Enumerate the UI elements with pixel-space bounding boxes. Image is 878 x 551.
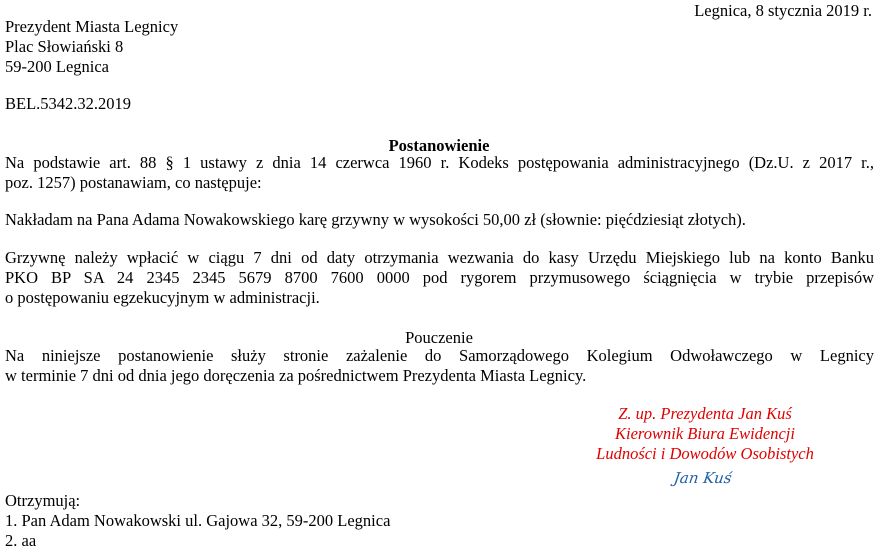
recipients-block: [5, 491, 390, 551]
signature-line3: Ludności i Dowodów Osobistych: [596, 444, 814, 463]
decision-title: Postanowienie: [388, 136, 490, 155]
sender-block: [5, 17, 178, 77]
recipient-item: 1. Pan Adam Nowakowski ul. Gajowa 32, 59-200 Legnica: [5, 511, 391, 530]
payment-line1: Grzywnę należy wpłacić w ciągu 7 dni od daty otrzymania wezwania do kasy Urzędu Miejskiego lub na konto Banku: [5, 248, 874, 267]
recipients-label: Otrzymują:: [5, 491, 81, 510]
fine-statement: Nakładam na Pana Adama Nowakowskiego karę grzywny w wysokości 50,00 zł (słownie: pięćdziesiąt złotych).: [5, 210, 746, 229]
place-date: Legnica, 8 stycznia 2019 r.: [694, 1, 872, 20]
payment-line3: o postępowaniu egzekucyjnym w administracji.: [5, 288, 320, 307]
instruction-line2: w terminie 7 dni od dnia jego doręczenia za pośrednictwem Prezydenta Miasta Legnicy.: [5, 366, 587, 385]
signature-block: [570, 404, 840, 464]
payment-paragraph: [5, 248, 874, 308]
instruction-title: Pouczenie: [405, 328, 473, 347]
reference-number: BEL.5342.32.2019: [5, 94, 132, 113]
signature-line2: Kierownik Biura Ewidencji: [615, 424, 795, 443]
instruction-line1: Na niniejsze postanowienie służy stronie zażalenie do Samorządowego Kolegium Odwoławczego w Legnicy: [5, 346, 874, 365]
handwritten-signature: Jan Kuś: [672, 469, 733, 487]
decision-intro-line1: Na podstawie art. 88 § 1 ustawy z dnia 14 czerwca 1960 r. Kodeks postępowania administracyjnego (Dz.U. z 2017 r.,: [5, 153, 874, 172]
payment-line2: PKO BP SA 24 2345 2345 5679 8700 7600 0000 pod rygorem przymusowego ściągnięcia w trybie przepisów: [5, 268, 874, 287]
instruction-text: [5, 346, 874, 386]
sender-street: Plac Słowiański 8: [5, 37, 124, 56]
signature-line1: Z. up. Prezydenta Jan Kuś: [618, 404, 792, 423]
decision-intro-line2: poz. 1257) postanawiam, co następuje:: [5, 173, 262, 192]
decision-intro: [5, 153, 874, 193]
recipient-item: 2. aa: [5, 531, 37, 550]
sender-city: 59-200 Legnica: [5, 57, 110, 76]
sender-name: Prezydent Miasta Legnicy: [5, 17, 179, 36]
